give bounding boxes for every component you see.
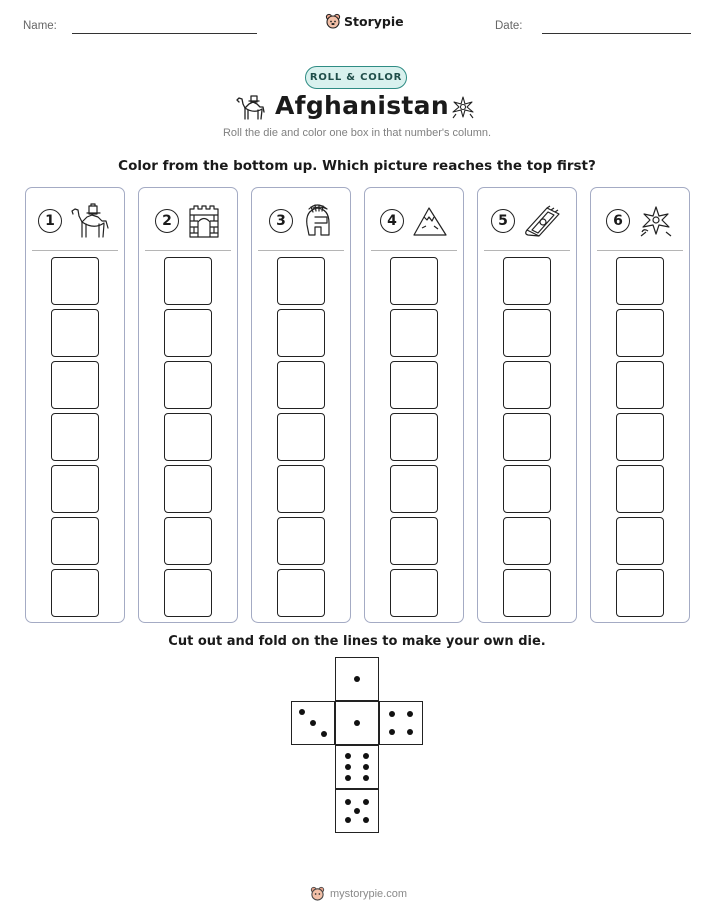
color-box[interactable] xyxy=(51,465,99,513)
column-divider xyxy=(371,250,457,251)
box-stack xyxy=(365,257,463,621)
die-pip xyxy=(363,775,369,781)
color-box[interactable] xyxy=(616,413,664,461)
footer-url: mystorypie.com xyxy=(330,887,408,900)
roll-columns xyxy=(25,187,690,623)
box-stack xyxy=(591,257,689,621)
color-box[interactable] xyxy=(277,569,325,617)
color-box[interactable] xyxy=(503,517,551,565)
die-face-1 xyxy=(335,701,379,745)
color-box[interactable] xyxy=(503,569,551,617)
color-box[interactable] xyxy=(390,257,438,305)
color-box[interactable] xyxy=(164,569,212,617)
column-header xyxy=(591,201,689,241)
die-pip xyxy=(363,799,369,805)
color-box[interactable] xyxy=(51,569,99,617)
color-box[interactable] xyxy=(390,569,438,617)
brand-name: Storypie xyxy=(344,13,404,29)
color-box[interactable] xyxy=(503,309,551,357)
column-divider xyxy=(484,250,570,251)
die-face-1 xyxy=(335,657,379,701)
color-box[interactable] xyxy=(164,465,212,513)
column-number: 5 xyxy=(491,209,515,233)
die-pip xyxy=(363,753,369,759)
saffron-flower-icon xyxy=(638,204,674,238)
column-number: 4 xyxy=(380,209,404,233)
date-line xyxy=(542,33,691,34)
column-divider xyxy=(258,250,344,251)
column-divider xyxy=(32,250,118,251)
column-number: 3 xyxy=(269,209,293,233)
color-box[interactable] xyxy=(51,517,99,565)
die-pip xyxy=(363,764,369,770)
die-pip xyxy=(299,709,305,715)
mountain-icon xyxy=(412,204,448,238)
color-box[interactable] xyxy=(51,309,99,357)
die-pip xyxy=(345,799,351,805)
die-face-4 xyxy=(379,701,423,745)
die-pip xyxy=(407,729,413,735)
color-box[interactable] xyxy=(503,465,551,513)
name-line xyxy=(72,33,257,34)
fortress-gate-icon xyxy=(187,203,221,239)
column-number: 1 xyxy=(38,209,62,233)
instruction: Color from the bottom up. Which picture reaches the top first? xyxy=(118,158,596,174)
die-pip xyxy=(354,676,360,682)
color-box[interactable] xyxy=(390,413,438,461)
color-box[interactable] xyxy=(164,517,212,565)
color-box[interactable] xyxy=(503,413,551,461)
color-box[interactable] xyxy=(164,257,212,305)
color-box[interactable] xyxy=(277,413,325,461)
name-label: Name: xyxy=(23,20,57,32)
color-box[interactable] xyxy=(51,413,99,461)
color-box[interactable] xyxy=(164,361,212,409)
die-pip xyxy=(310,720,316,726)
storypie-logo-icon xyxy=(310,886,325,901)
storypie-logo-icon xyxy=(325,13,341,29)
die-pip xyxy=(345,775,351,781)
color-box[interactable] xyxy=(277,517,325,565)
column-1 xyxy=(25,187,125,623)
camel-icon xyxy=(70,202,112,240)
die-pip xyxy=(389,711,395,717)
die-face-5 xyxy=(335,789,379,833)
die-pip xyxy=(345,753,351,759)
column-4 xyxy=(364,187,464,623)
color-box[interactable] xyxy=(164,413,212,461)
color-box[interactable] xyxy=(616,309,664,357)
color-box[interactable] xyxy=(51,257,99,305)
subtitle: Roll the die and color one box in that number's column. xyxy=(222,127,492,139)
color-box[interactable] xyxy=(390,465,438,513)
die-pip xyxy=(354,720,360,726)
column-2 xyxy=(138,187,238,623)
color-box[interactable] xyxy=(390,361,438,409)
color-box[interactable] xyxy=(616,569,664,617)
color-box[interactable] xyxy=(503,361,551,409)
color-box[interactable] xyxy=(616,517,664,565)
color-box[interactable] xyxy=(390,517,438,565)
box-stack xyxy=(26,257,124,621)
column-number: 6 xyxy=(606,209,630,233)
carpet-icon xyxy=(523,204,563,238)
box-stack xyxy=(478,257,576,621)
die-instruction: Cut out and fold on the lines to make your own die. xyxy=(168,634,546,649)
color-box[interactable] xyxy=(616,257,664,305)
column-header xyxy=(365,201,463,241)
brand xyxy=(325,13,404,29)
die-pip xyxy=(354,808,360,814)
die-face-3 xyxy=(291,701,335,745)
page-title: Afghanistan xyxy=(275,91,449,120)
column-divider xyxy=(145,250,231,251)
column-header xyxy=(139,201,237,241)
die-pip xyxy=(345,764,351,770)
die-pip xyxy=(345,817,351,823)
roll-color-badge: ROLL & COLOR xyxy=(305,66,407,89)
column-number: 2 xyxy=(155,209,179,233)
flower-icon xyxy=(450,94,476,120)
color-box[interactable] xyxy=(164,309,212,357)
die-pip xyxy=(389,729,395,735)
box-stack xyxy=(252,257,350,621)
warrior-helmet-icon xyxy=(301,203,333,239)
column-header xyxy=(26,201,124,241)
color-box[interactable] xyxy=(616,465,664,513)
footer xyxy=(310,886,407,901)
color-box[interactable] xyxy=(503,257,551,305)
color-box[interactable] xyxy=(277,361,325,409)
box-stack xyxy=(139,257,237,621)
camel-icon xyxy=(234,92,270,122)
die-pip xyxy=(363,817,369,823)
column-3 xyxy=(251,187,351,623)
color-box[interactable] xyxy=(616,361,664,409)
color-box[interactable] xyxy=(51,361,99,409)
die-face-6 xyxy=(335,745,379,789)
column-divider xyxy=(597,250,683,251)
color-box[interactable] xyxy=(390,309,438,357)
column-6 xyxy=(590,187,690,623)
column-header xyxy=(252,201,350,241)
column-5 xyxy=(477,187,577,623)
color-box[interactable] xyxy=(277,309,325,357)
color-box[interactable] xyxy=(277,257,325,305)
date-label: Date: xyxy=(495,20,523,32)
die-pip xyxy=(321,731,327,737)
die-pip xyxy=(407,711,413,717)
column-header xyxy=(478,201,576,241)
color-box[interactable] xyxy=(277,465,325,513)
